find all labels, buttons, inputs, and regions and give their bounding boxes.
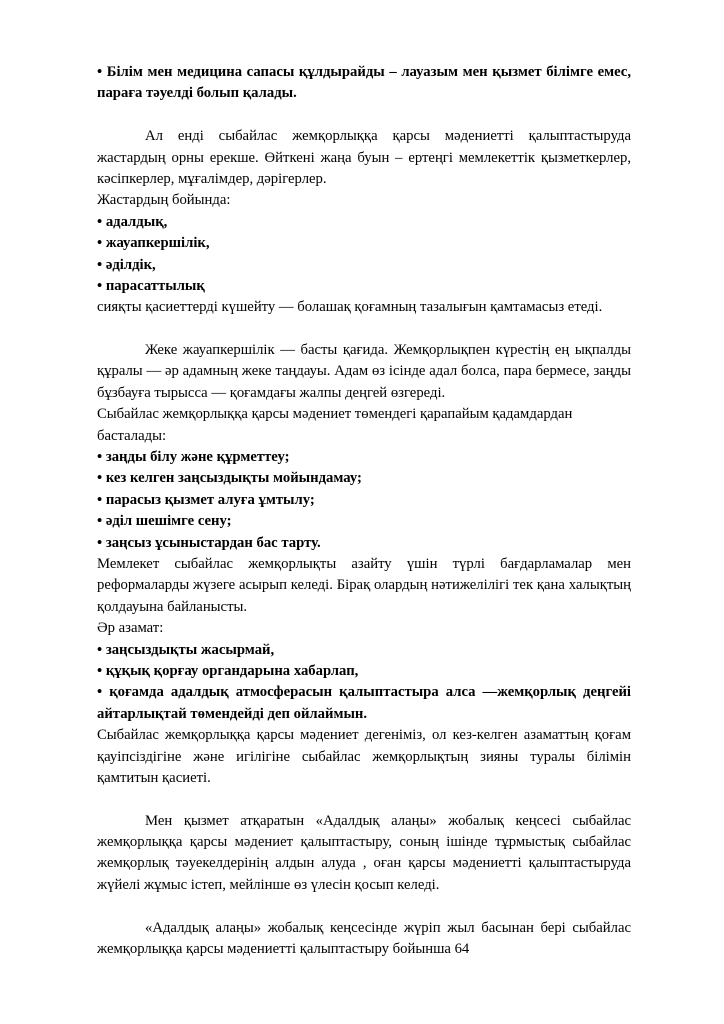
lead-simple-steps: Сыбайлас жемқорлыққа қарсы мәдениет төмендегі қарапайым қадамдардан басталады: bbox=[97, 406, 573, 444]
step-item-know-law: • заңды білу және құрметтеу; bbox=[97, 449, 290, 466]
paragraph-project-office: Мен қызмет атқаратын «Адалдық алаңы» жобалық кеңсесі сыбайлас жемқорлыққа қарсы мәдениет қалыптастыру, соның ішінде тұрмыстық сыбайлас жемқорлық тәуекелдерінің алдын алуда , оған қарсы мәдениетті қалыптастыруда жүйелі жұмыс істеп, мейлінше өз үлесін қосып келеді. bbox=[97, 812, 631, 893]
heading-bullet-paragraph: • Білім мен медицина сапасы құлдырайды – лауазым мен қызмет білімге емес, параға тәуелді болып қалады. bbox=[97, 64, 631, 102]
lead-youth-traits: Жастардың бойында: bbox=[97, 192, 231, 209]
paragraph-personal-responsibility: Жеке жауапкершілік — басты қағида. Жемқорлықпен күрестің ең ықпалды құралы — әр адамның жеке таңдауы. Адам өз ісінде адал болса, пара бермесе, заңды бұзбауға тырысса — қоғамдағы жалпы деңгей өзгереді. bbox=[97, 342, 631, 401]
step-item-refuse-illegal-offers: • заңсыз ұсыныстардан бас тарту. bbox=[97, 534, 321, 551]
citizen-action-not-hide: • заңсыздықты жасырмай, bbox=[97, 641, 275, 658]
paragraph-youth-role: Ал енді сыбайлас жемқорлыққа қарсы мәдениетті қалыптастыруда жастардың орны ерекше. Өйткені жаңа буын – ертеңгі мемлекеттік қызметкерлер, кәсіпкерлер, мұғалімдер, дәрігерлер. bbox=[97, 128, 631, 187]
trait-item-adaldyq: • адалдық, bbox=[97, 213, 168, 230]
trait-item-zhauapkershilik: • жауапкершілік, bbox=[97, 235, 210, 252]
paragraph-spacer-2 bbox=[97, 319, 631, 340]
trait-item-parasattylyq: • парасаттылық bbox=[97, 277, 205, 294]
paragraph-year-stats: «Адалдық алаңы» жобалық кеңсесінде жүріп жыл басынан бері сыбайлас жемқорлыққа қарсы мәдениетті қалыптастыру бойынша 64 bbox=[97, 919, 631, 958]
paragraph-spacer-4 bbox=[97, 896, 631, 917]
step-item-reject-illegality: • кез келген заңсыздықты мойындамау; bbox=[97, 470, 362, 487]
lead-each-citizen: Әр азамат: bbox=[97, 620, 164, 637]
citizen-action-honesty-atmosphere: • қоғамда адалдық атмосферасын қалыптастыра алса —жемқорлық деңгейі айтарлықтай төмендейді деп ойлаймын. bbox=[97, 684, 631, 722]
paragraph-state-programs: Мемлекет сыбайлас жемқорлықты азайту үшін түрлі бағдарламалар мен реформаларды жүзеге асырып келеді. Бірақ олардың нәтижелілігі тек қана халықтың қолдауына байланысты. bbox=[97, 555, 631, 615]
paragraph-traits-tail: сияқты қасиеттерді күшейту — болашақ қоғамның тазалығын қамтамасыз етеді. bbox=[97, 299, 603, 316]
paragraph-definition: Сыбайлас жемқорлыққа қарсы мәдениет дегеніміз, ол кез-келген азаматтың қоғам қауіпсіздігіне және игілігіне сыбайлас жемқорлықтың зияны туралы білімін қамтитын қасиеті. bbox=[97, 727, 631, 786]
paragraph-spacer-1 bbox=[97, 105, 631, 126]
step-item-trust-fair-decision: • әділ шешімге сену; bbox=[97, 513, 232, 530]
trait-item-adildik: • әділдік, bbox=[97, 256, 156, 273]
paragraph-spacer-3 bbox=[97, 789, 631, 810]
document-body bbox=[97, 62, 631, 960]
step-item-bribe-free-service: • парасыз қызмет алуға ұмтылу; bbox=[97, 491, 315, 508]
citizen-action-report: • құқық қорғау органдарына хабарлап, bbox=[97, 662, 359, 679]
